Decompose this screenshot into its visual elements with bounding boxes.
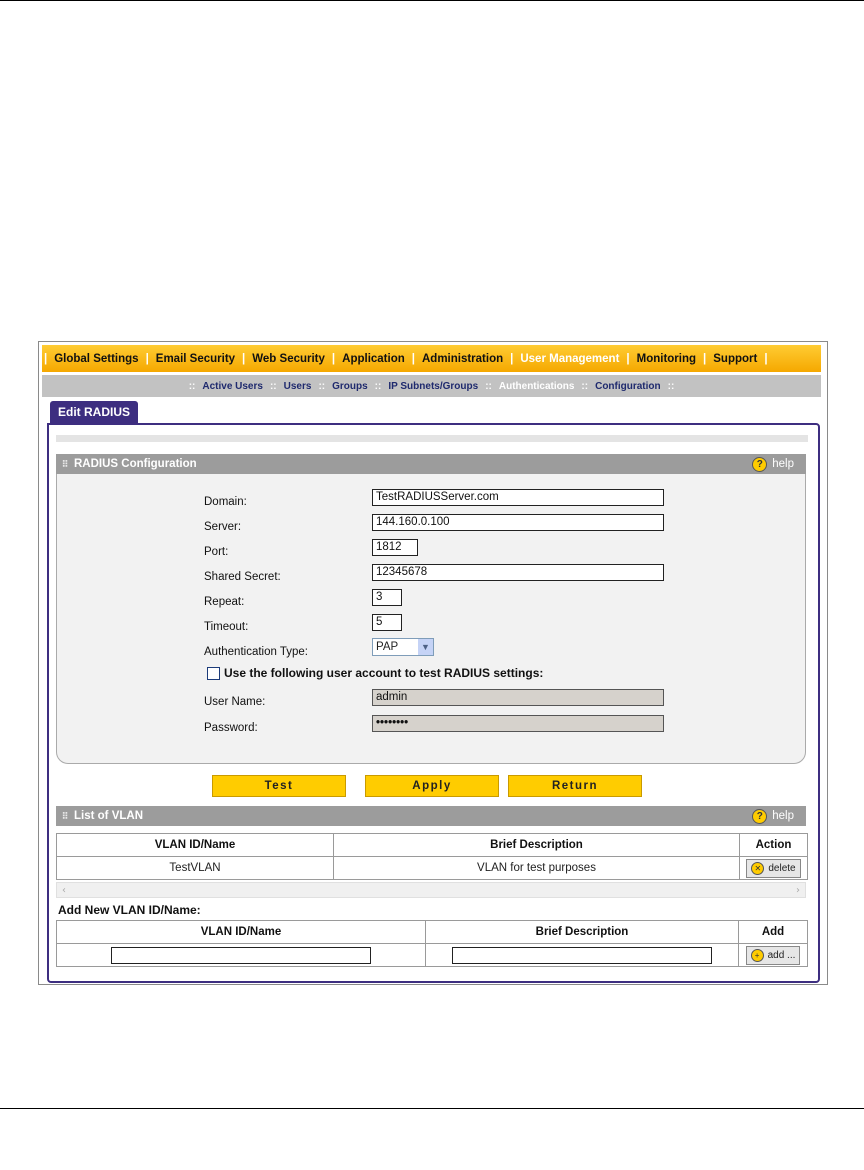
help-label: help (772, 810, 794, 822)
subnav-ip-subnets-groups[interactable]: IP Subnets/Groups (388, 380, 479, 392)
timeout-label: Timeout: (204, 621, 249, 633)
table-header-row (57, 921, 808, 944)
return-button[interactable]: Return (508, 775, 642, 797)
column-header: Action (740, 834, 808, 857)
scroll-left-icon[interactable]: ‹ (62, 884, 66, 896)
vlan-section-header (56, 806, 806, 826)
sub-nav: :: Active Users :: Users :: Groups :: IP Subnets/Groups :: Authentications :: Configuration :: (42, 375, 821, 397)
add-icon: + (751, 949, 764, 962)
table-row (57, 944, 808, 967)
column-header: Brief Description (334, 834, 740, 857)
test-settings-checkbox[interactable] (207, 667, 220, 680)
radius-config-panel (56, 474, 806, 764)
column-header: Brief Description (426, 921, 739, 944)
column-header: VLAN ID/Name (57, 834, 334, 857)
delete-button[interactable] (746, 859, 800, 878)
tab-edit-radius[interactable]: Edit RADIUS (50, 401, 138, 423)
add-vlan-table (56, 920, 808, 967)
nav-monitoring[interactable]: Monitoring (636, 352, 697, 365)
nav-user-management[interactable]: User Management (520, 352, 620, 365)
auth-type-value: PAP (376, 641, 399, 653)
shared-secret-label: Shared Secret: (204, 571, 281, 583)
table-row (57, 857, 808, 880)
nav-email-security[interactable]: Email Security (155, 352, 236, 365)
page-top-rule (0, 0, 864, 1)
auth-type-select[interactable] (372, 638, 434, 656)
repeat-field[interactable]: 3 (372, 589, 402, 606)
chevron-down-icon: ▼ (418, 639, 433, 655)
help-icon: ? (752, 809, 767, 824)
server-label: Server: (204, 521, 242, 533)
password-field[interactable]: •••••••• (372, 715, 664, 732)
content-panel (47, 423, 820, 983)
domain-label: Domain: (204, 496, 247, 508)
subnav-configuration[interactable]: Configuration (595, 380, 661, 392)
add-vlan-title: Add New VLAN ID/Name: (58, 903, 201, 917)
new-vlan-description-input[interactable] (452, 947, 712, 964)
nav-global-settings[interactable]: Global Settings (54, 352, 139, 365)
user-name-field[interactable]: admin (372, 689, 664, 706)
apply-button[interactable]: Apply (365, 775, 499, 797)
add-label: add ... (767, 949, 796, 961)
new-vlan-name-input[interactable] (111, 947, 371, 964)
test-settings-label: Use the following user account to test RADIUS settings: (224, 666, 544, 680)
vlan-table (56, 833, 808, 880)
add-button[interactable] (746, 946, 801, 965)
auth-type-label: Authentication Type: (204, 646, 308, 658)
nav-administration[interactable]: Administration (421, 352, 504, 365)
vlan-help-link[interactable] (752, 809, 806, 824)
subnav-users[interactable]: Users (283, 380, 312, 392)
vlan-name-cell: TestVLAN (57, 857, 334, 880)
server-field[interactable]: 144.160.0.100 (372, 514, 664, 531)
grip-icon: ⠿ (61, 458, 69, 469)
port-label: Port: (204, 546, 229, 558)
nav-web-security[interactable]: Web Security (252, 352, 325, 365)
shared-secret-field[interactable]: 12345678 (372, 564, 664, 581)
radius-section-title: RADIUS Configuration (74, 458, 197, 470)
timeout-field[interactable]: 5 (372, 614, 402, 631)
page-bottom-rule (0, 1108, 864, 1109)
subnav-groups[interactable]: Groups (332, 380, 368, 392)
radius-help-link[interactable] (752, 457, 806, 472)
port-field[interactable]: 1812 (372, 539, 418, 556)
user-name-label: User Name: (204, 696, 266, 708)
nav-support[interactable]: Support (713, 352, 758, 365)
table-header-row (57, 834, 808, 857)
horizontal-scrollbar[interactable] (56, 882, 806, 898)
vlan-description-cell: VLAN for test purposes (334, 857, 740, 880)
repeat-label: Repeat: (204, 596, 245, 608)
nav-application[interactable]: Application (342, 352, 405, 365)
column-header: VLAN ID/Name (57, 921, 426, 944)
subnav-active-users[interactable]: Active Users (202, 380, 263, 392)
main-nav: | Global Settings | Email Security | Web Security | Application | Administration | User Management | Monitoring | Support | (42, 345, 821, 372)
column-header: Add (739, 921, 808, 944)
scroll-right-icon[interactable]: › (796, 884, 800, 896)
subnav-authentications[interactable]: Authentications (498, 380, 575, 392)
test-button[interactable]: Test (212, 775, 346, 797)
help-icon: ? (752, 457, 767, 472)
app-window (38, 341, 828, 985)
radius-section-header (56, 454, 806, 474)
delete-label: delete (768, 862, 796, 874)
vlan-section-title: List of VLAN (74, 810, 143, 822)
password-label: Password: (204, 722, 258, 734)
divider-strip (56, 435, 808, 442)
domain-field[interactable]: TestRADIUSServer.com (372, 489, 664, 506)
delete-icon: ✕ (751, 862, 764, 875)
grip-icon: ⠿ (61, 810, 69, 821)
help-label: help (772, 458, 794, 470)
